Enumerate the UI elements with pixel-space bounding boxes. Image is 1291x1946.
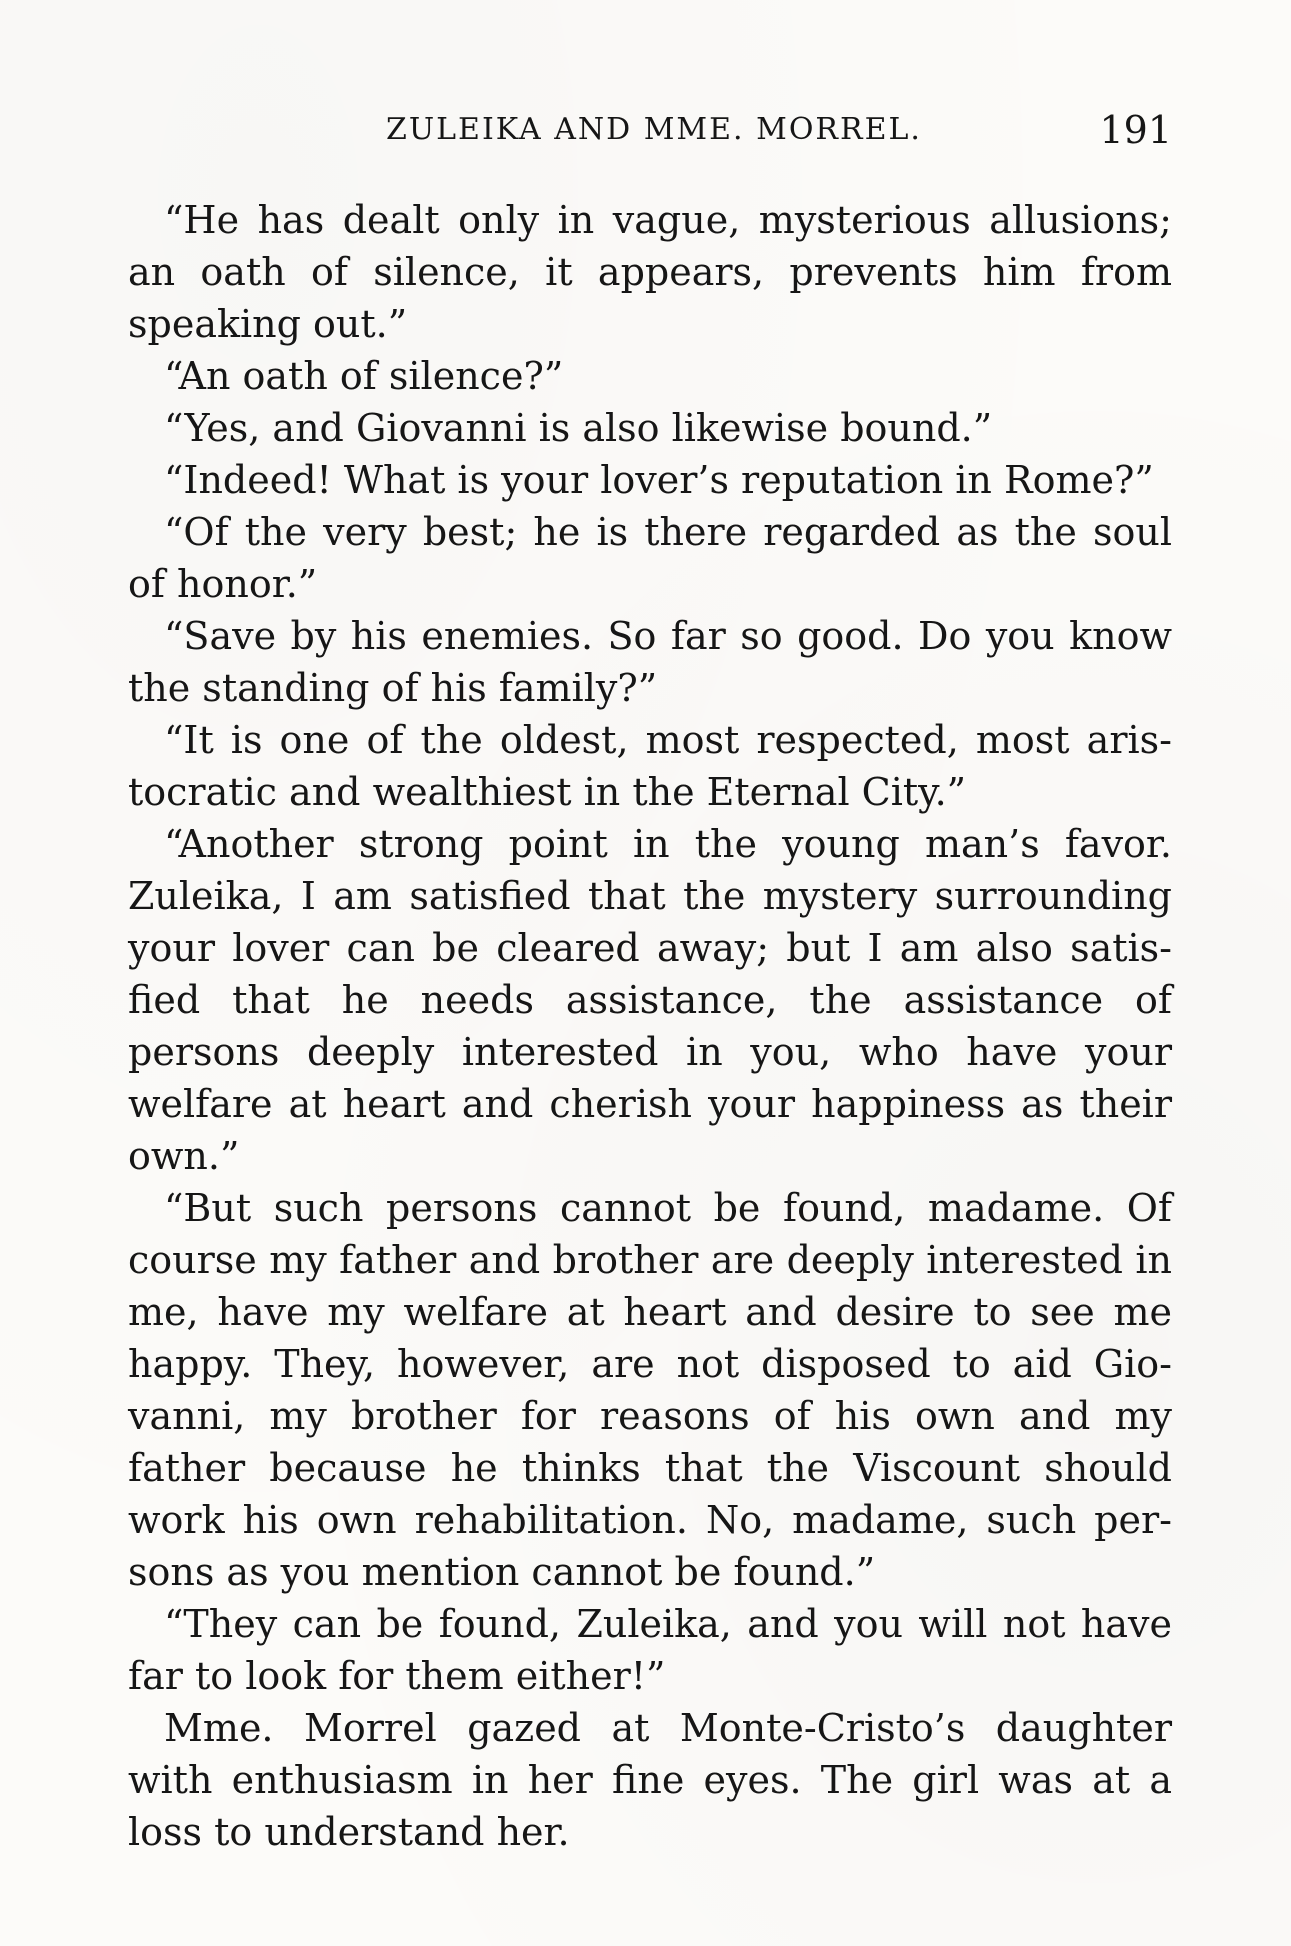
paragraph: “They can be found, Zuleika, and you will not have far to look for them either!” [128,1602,1172,1698]
body-text [128,194,1172,1858]
paragraph: “Save by his enemies. So far so good. Do you know the standing of his family?” [128,614,1172,710]
paragraph: “Indeed! What is your lover’s reputation in Rome?” [164,458,1154,502]
paragraph: “Of the very best; he is there regarded as the soul of honor.” [128,510,1172,606]
paragraph: “An oath of silence?” [164,354,564,398]
paragraph: “But such persons cannot be found, madame. Of course my father and brother are deeply interested in me, have my welfare at heart and desire to see me happy. They, however, are not disposed to aid Giovanni, my brother for reasons of his own and my father because he thinks that the Viscount should work his own rehabilitation. No, madame, such persons as you mention cannot be found.” [128,1186,1172,1594]
paragraph: “It is one of the oldest, most respected, most aristocratic and wealthiest in the Eternal City.” [128,718,1172,814]
running-title: ZULEIKA AND MME. MORREL. [386,112,922,147]
running-head [128,108,1172,158]
paragraph: Mme. Morrel gazed at Monte-Cristo’s daughter with enthusiasm in her fine eyes. The girl was at a loss to understand her. [128,1706,1172,1854]
page-number: 191 [1099,108,1172,152]
paragraph: “He has dealt only in vague, mysterious allusions; an oath of silence, it appears, prevents him from speaking out.” [128,198,1172,346]
paragraph: “Yes, and Giovanni is also likewise bound.” [164,406,993,450]
paragraph: “Another strong point in the young man’s favor. Zuleika, I am satisfied that the mystery surrounding your lover can be cleared away; but I am also satisfied that he needs assistance, the assistance of persons deeply interested in you, who have your welfare at heart and cherish your happiness as their own.” [128,822,1172,1178]
